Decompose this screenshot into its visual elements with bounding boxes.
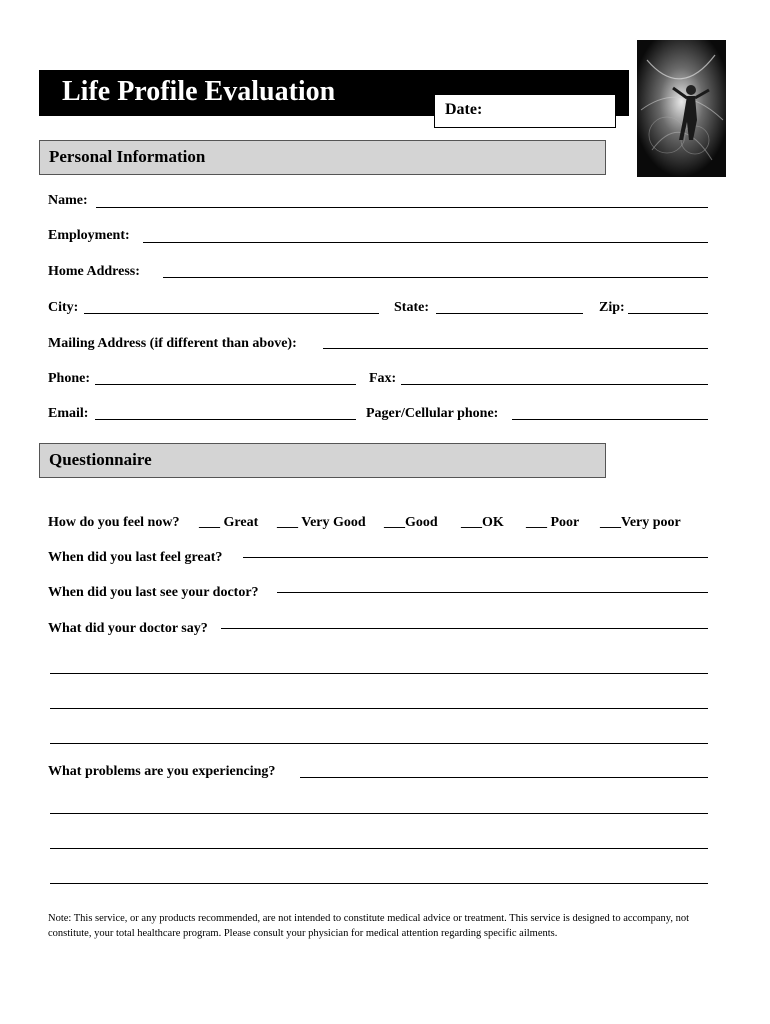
city-label: City: xyxy=(48,300,79,315)
phone-field[interactable] xyxy=(95,384,356,385)
doctor-say-line[interactable] xyxy=(50,708,708,709)
phone-label: Phone: xyxy=(48,371,90,386)
option-very-good[interactable]: ___ Very Good xyxy=(277,515,366,530)
option-poor[interactable]: ___ Poor xyxy=(526,515,580,530)
option-very-poor[interactable]: ___Very poor xyxy=(600,515,681,530)
home-address-field[interactable] xyxy=(163,277,708,278)
problems-label: What problems are you experiencing? xyxy=(48,764,276,779)
last-doctor-field[interactable] xyxy=(277,592,708,593)
problems-field[interactable] xyxy=(300,777,708,778)
option-great[interactable]: ___ Great xyxy=(199,515,259,530)
option-ok[interactable]: ___OK xyxy=(461,515,504,530)
personal-info-title: Personal Information xyxy=(49,147,206,166)
last-great-label: When did you last feel great? xyxy=(48,550,223,565)
state-field[interactable] xyxy=(436,313,583,314)
zip-field[interactable] xyxy=(628,313,708,314)
doctor-say-label: What did your doctor say? xyxy=(48,621,208,636)
disclaimer-note: Note: This service, or any products recommended, are not intended to constitute medical advice or treatment. This service is designed to accompany, not constitute, your total healthcare program. Please consult your physician for medical attention regarding specific ailments. xyxy=(48,913,689,939)
doctor-say-line[interactable] xyxy=(50,743,708,744)
last-great-field[interactable] xyxy=(243,557,708,558)
feel-now-label: How do you feel now? xyxy=(48,515,180,530)
email-field[interactable] xyxy=(95,419,356,420)
city-field[interactable] xyxy=(84,313,379,314)
email-label: Email: xyxy=(48,406,89,421)
energy-figure-image xyxy=(637,40,726,177)
pager-label: Pager/Cellular phone: xyxy=(366,406,499,421)
doctor-say-line[interactable] xyxy=(50,673,708,674)
pager-field[interactable] xyxy=(512,419,708,420)
mailing-address-label: Mailing Address (if different than above): xyxy=(48,336,297,351)
problems-line[interactable] xyxy=(50,813,708,814)
zip-label: Zip: xyxy=(599,300,625,315)
problems-line[interactable] xyxy=(50,848,708,849)
page-title: Life Profile Evaluation xyxy=(62,76,336,107)
fax-field[interactable] xyxy=(401,384,708,385)
date-label: Date: xyxy=(445,101,483,118)
state-label: State: xyxy=(394,300,429,315)
option-good[interactable]: ___Good xyxy=(384,515,438,530)
employment-label: Employment: xyxy=(48,228,130,243)
name-field[interactable] xyxy=(96,207,708,208)
mailing-address-field[interactable] xyxy=(323,348,708,349)
fax-label: Fax: xyxy=(369,371,397,386)
questionnaire-title: Questionnaire xyxy=(49,450,152,469)
last-doctor-label: When did you last see your doctor? xyxy=(48,585,259,600)
name-label: Name: xyxy=(48,193,88,208)
problems-line[interactable] xyxy=(50,883,708,884)
doctor-say-field[interactable] xyxy=(221,628,708,629)
employment-field[interactable] xyxy=(143,242,708,243)
home-address-label: Home Address: xyxy=(48,264,140,279)
